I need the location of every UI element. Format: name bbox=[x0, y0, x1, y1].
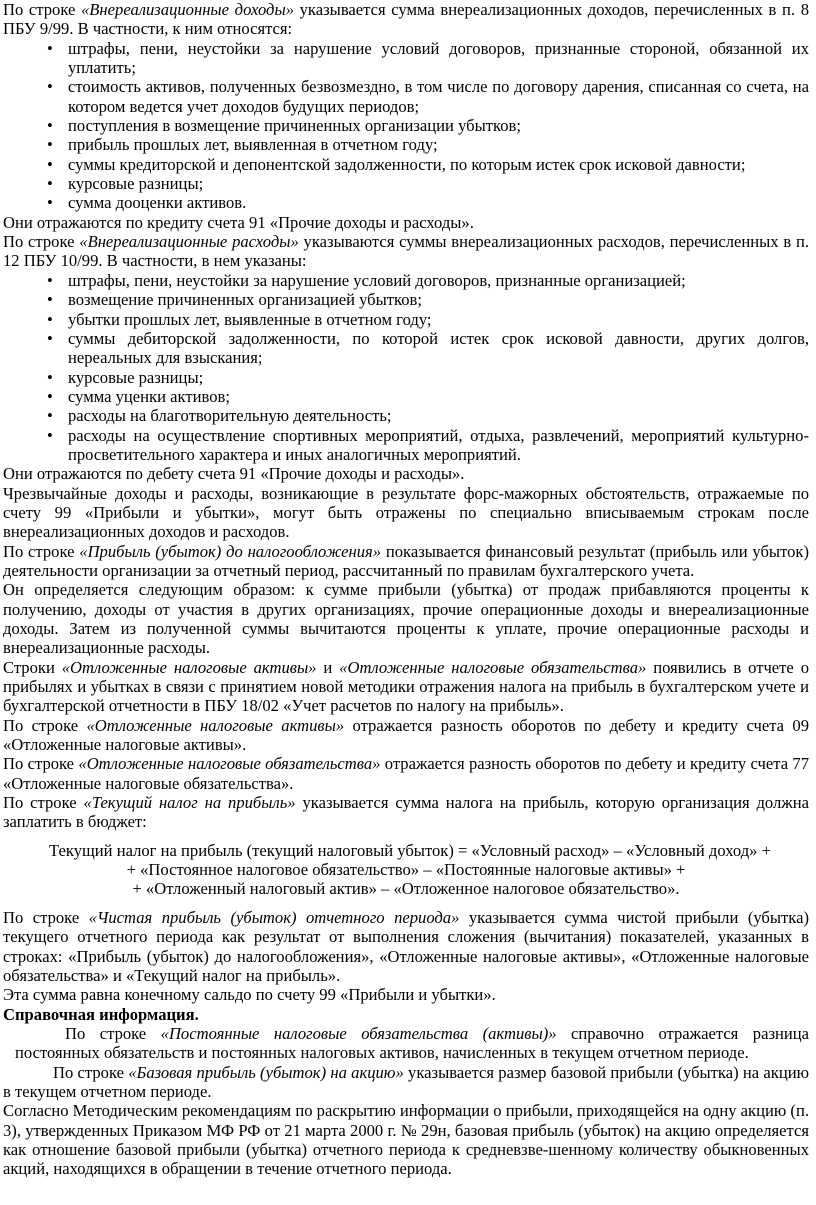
paragraph-basic-eps: По строке «Базовая прибыль (убыток) на акцию» указывается размер базовой прибыли (убытка) на акцию в текущем отчетном периоде. bbox=[3, 1062, 809, 1101]
list-item: • расходы на осуществление спортивных мероприятий, отдыха, развлечений, мероприятий культурно-просветительного характера и иных аналогичных мероприятий. bbox=[47, 425, 809, 464]
bullet-icon: • bbox=[47, 116, 53, 136]
paragraph-nonoperating-income bbox=[3, 0, 809, 39]
list-item: • возмещение причиненных организацией убытков; bbox=[47, 290, 422, 310]
list-item: • курсовые разницы; bbox=[47, 174, 204, 194]
text: указывается сумма внереализационных доходов, перечисленных в п. 8 ПБУ 9/99. В частности, к ним относятся: bbox=[3, 0, 810, 39]
paragraph: Чрезвычайные доходы и расходы, возникающие в результате форс-мажорных обстоятельств, отражаемые по счету 99 «Прибыли и убытки», могут быть отражены по специально вписываемым строкам после внереализационных доходов и расходов. bbox=[3, 483, 809, 542]
paragraph: Согласно Методическим рекомендациям по раскрытию информации о прибыли, приходящейся на одну акцию (п. 3), утвержденных Приказом МФ РФ от 21 марта 2000 г. № 29н, базовая прибыль (убыток) на акцию определяется как отношение базовой прибыли (убытка) отчетного периода к средневзве-шенному количеству обыкновенных акций, находящихся в обращении в течение отчетного периода. bbox=[3, 1101, 809, 1179]
paragraph-deferred-tax-liabilities: По строке «Отложенные налоговые обязательства» отражается разность оборотов по дебету и кредиту счета 77 «Отложенные налоговые обязательства». bbox=[3, 754, 810, 793]
list-item: • штрафы, пени, неустойки за нарушение условий договоров, признанные стороной, обязанной их уплатить; bbox=[47, 38, 809, 78]
bullet-icon: • bbox=[47, 135, 53, 155]
line-name: «Постоянные налоговые обязательства (активы)» bbox=[160, 1023, 557, 1043]
paragraph-net-profit: По строке «Чистая прибыль (убыток) отчетного периода» указывается сумма чистой прибыли (убытка) текущего отчетного периода как результат от выполнения сложения (вычитания) показателей, указанных в строках: «Прибыль (убыток) до налогообложения», «Отложенные налоговые активы», «Отложенные налоговые обязательства» и «Текущий налог на прибыль». bbox=[3, 907, 809, 985]
list-item: • поступления в возмещение причиненных организации убытков; bbox=[47, 116, 521, 136]
bullet-icon: • bbox=[47, 406, 53, 426]
line-name: «Отложенные налоговые обязательства» bbox=[78, 754, 381, 774]
paragraph-profit-before-tax: По строке «Прибыль (убыток) до налогообложения» показывается финансовый результат (прибыль или убыток) деятельности организации за отчетный период, рассчитанный по правилам бухгалтерского учета. bbox=[3, 541, 809, 580]
line-name: «Внереализационные доходы» bbox=[81, 0, 294, 19]
line-name: «Чистая прибыль (убыток) отчетного периода» bbox=[88, 907, 460, 927]
line-name: «Базовая прибыль (убыток) на акцию» bbox=[128, 1062, 404, 1082]
formula-line: + «Постоянное налоговое обязательство» – «Постоянные налоговые активы» + bbox=[126, 860, 686, 880]
bullet-icon: • bbox=[47, 425, 53, 445]
line-name: «Отложенные налоговые обязательства» bbox=[339, 657, 647, 677]
paragraph: Эта сумма равна конечному сальдо по счету 99 «Прибыли и убытки». bbox=[3, 985, 496, 1005]
bullet-icon: • bbox=[47, 309, 53, 329]
bullet-icon: • bbox=[47, 38, 53, 58]
list-item: • суммы дебиторской задолженности, по которой истек срок исковой давности, других долгов, нереальных для взыскания; bbox=[47, 328, 809, 368]
current-tax-formula bbox=[3, 841, 809, 899]
bullet-icon: • bbox=[47, 367, 53, 387]
list-item: • сумма дооценки активов. bbox=[47, 193, 247, 213]
bullet-icon: • bbox=[47, 386, 53, 406]
list-item: • курсовые разницы; bbox=[47, 367, 204, 387]
bullet-icon: • bbox=[47, 270, 53, 290]
list-item: • штрафы, пени, неустойки за нарушение условий договоров, признанные организацией; bbox=[47, 270, 686, 290]
line-name: «Внереализационные расходы» bbox=[79, 232, 299, 252]
bullet-icon: • bbox=[47, 328, 53, 348]
list-item: • убытки прошлых лет, выявленные в отчетном году; bbox=[47, 309, 432, 329]
formula-line: Текущий налог на прибыль (текущий налоговый убыток) = «Условный расход» – «Условный доход» + bbox=[49, 840, 771, 860]
list-item: • суммы кредиторской и депонентской задолженности, по которым истек срок исковой давности; bbox=[47, 154, 746, 174]
paragraph-nonoperating-expenses: По строке «Внереализационные расходы» указываются суммы внереализационных расходов, перечисленных в п. 12 ПБУ 10/99. В частности, в нем указаны: bbox=[3, 232, 809, 271]
paragraph: Они отражаются по кредиту счета 91 «Прочие доходы и расходы». bbox=[3, 212, 474, 232]
list-item: • прибыль прошлых лет, выявленная в отчетном году; bbox=[47, 135, 438, 155]
section-heading: Справочная информация. bbox=[3, 1004, 199, 1024]
bullet-icon: • bbox=[47, 174, 53, 194]
bullet-icon: • bbox=[47, 77, 53, 97]
text: По строке bbox=[3, 0, 81, 19]
paragraph: Он определяется следующим образом: к сумме прибыли (убытка) от продаж прибавляются проценты к получению, доходы от участия в других организациях, прочие операционные доходы и внереализационные доходы. Затем из полученной суммы вычитаются проценты к уплате, прочие операционные расходы и внереализационные расходы. bbox=[3, 580, 809, 658]
paragraph: Они отражаются по дебету счета 91 «Прочие доходы и расходы». bbox=[3, 464, 465, 484]
list-item: • расходы на благотворительную деятельность; bbox=[47, 406, 392, 426]
income-list bbox=[3, 39, 809, 213]
line-name: «Отложенные налоговые активы» bbox=[61, 657, 317, 677]
list-item: • сумма уценки активов; bbox=[47, 386, 230, 406]
paragraph-deferred-tax: Строки «Отложенные налоговые активы» и «Отложенные налоговые обязательства» появились в отчете о прибылях и убытках в связи с принятием новой методики отражения налога на прибыль в бухгалтерском учете и бухгалтерской отчетности в ПБУ 18/02 «Учет расчетов по налогу на прибыль». bbox=[3, 657, 809, 716]
bullet-icon: • bbox=[47, 290, 53, 310]
line-name: «Прибыль (убыток) до налогообложения» bbox=[79, 541, 382, 561]
line-name: «Отложенные налоговые активы» bbox=[86, 715, 345, 735]
list-item: • стоимость активов, полученных безвозмездно, в том числе по договору дарения, списанная со счета, на котором ведется учет доходов будущих периодов; bbox=[47, 77, 809, 116]
paragraph-deferred-tax-assets: По строке «Отложенные налоговые активы» отражается разность оборотов по дебету и кредиту счета 09 «Отложенные налоговые активы». bbox=[3, 715, 809, 755]
line-name: «Текущий налог на прибыль» bbox=[83, 793, 296, 813]
paragraph-current-tax: По строке «Текущий налог на прибыль» указывается сумма налога на прибыль, которую организация должна заплатить в бюджет: bbox=[3, 793, 809, 832]
bullet-icon: • bbox=[47, 154, 53, 174]
expenses-list bbox=[3, 271, 809, 464]
bullet-icon: • bbox=[47, 193, 53, 213]
paragraph-permanent-tax: По строке «Постоянные налоговые обязательства (активы)» справочно отражается разница постоянных обязательств и постоянных налоговых активов, начисленных в текущем отчетном периоде. bbox=[15, 1023, 810, 1063]
formula-line: + «Отложенный налоговый актив» – «Отложенное налоговое обязательство». bbox=[132, 879, 680, 899]
